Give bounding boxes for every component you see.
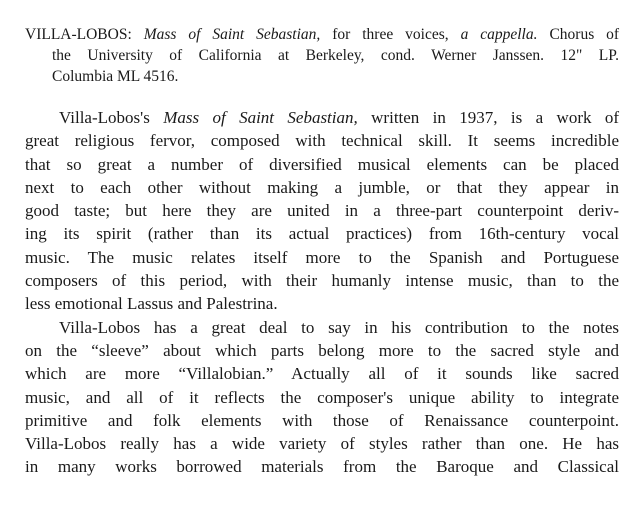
review-line: primitive and folk elements with those of Renaissance counterpoint.	[25, 410, 619, 430]
review-line: next to each other without making a jumble, or that they appear in	[25, 177, 619, 197]
work-title: Mass of Saint Sebastian,	[143, 26, 321, 43]
a-cappella-text: a cappella.	[460, 26, 538, 43]
heading-line-3: Columbia ML 4516.	[52, 68, 179, 85]
review-line: Villa-Lobos's Mass of Saint Sebastian, written in 1937, is a work of	[59, 108, 620, 127]
review-line: that so great a number of diversified musical elements can be placed	[25, 154, 619, 174]
heading-line-1: VILLA-LOBOS: Mass of Saint Sebastian, for three voices, a cappella. Chorus of	[25, 26, 620, 43]
review-line: ing its spirit (rather than its actual practices) from 16th-century vocal	[25, 224, 619, 244]
review-line: music. The music relates itself more to the Spanish and Portuguese	[25, 247, 619, 267]
review-line: composers of this period, with their humanly intense music, than to the	[25, 271, 619, 291]
review-line: great religious fervor, composed with technical skill. It seems incredible	[25, 131, 619, 151]
review-line: less emotional Lassus and Palestrina.	[25, 294, 278, 314]
review-line: music, and all of it reflects the composer's unique ability to integrate	[25, 387, 619, 407]
review-line: which are more “Villalobian.” Actually all of it sounds like sacred	[25, 364, 619, 384]
review-line: good taste; but here they are united in a three-part counterpoint deriv-	[25, 201, 619, 221]
heading-line-2: the University of California at Berkeley, cond. Werner Janssen. 12" LP.	[52, 47, 619, 64]
review-line: Villa-Lobos has a great deal to say in his contribution to the notes	[59, 317, 619, 337]
composer-name: VILLA-LOBOS:	[25, 26, 132, 43]
record-heading	[25, 24, 619, 87]
review-line: Villa-Lobos really has a wide variety of styles rather than one. He has	[25, 434, 619, 454]
review-line: in many works borrowed materials from the Baroque and Classical	[25, 457, 619, 477]
review-line: on the “sleeve” about which parts belong more to the sacred style and	[25, 340, 619, 360]
review-body	[25, 106, 619, 479]
review-work-title: Mass of Saint Sebastian,	[163, 108, 358, 127]
